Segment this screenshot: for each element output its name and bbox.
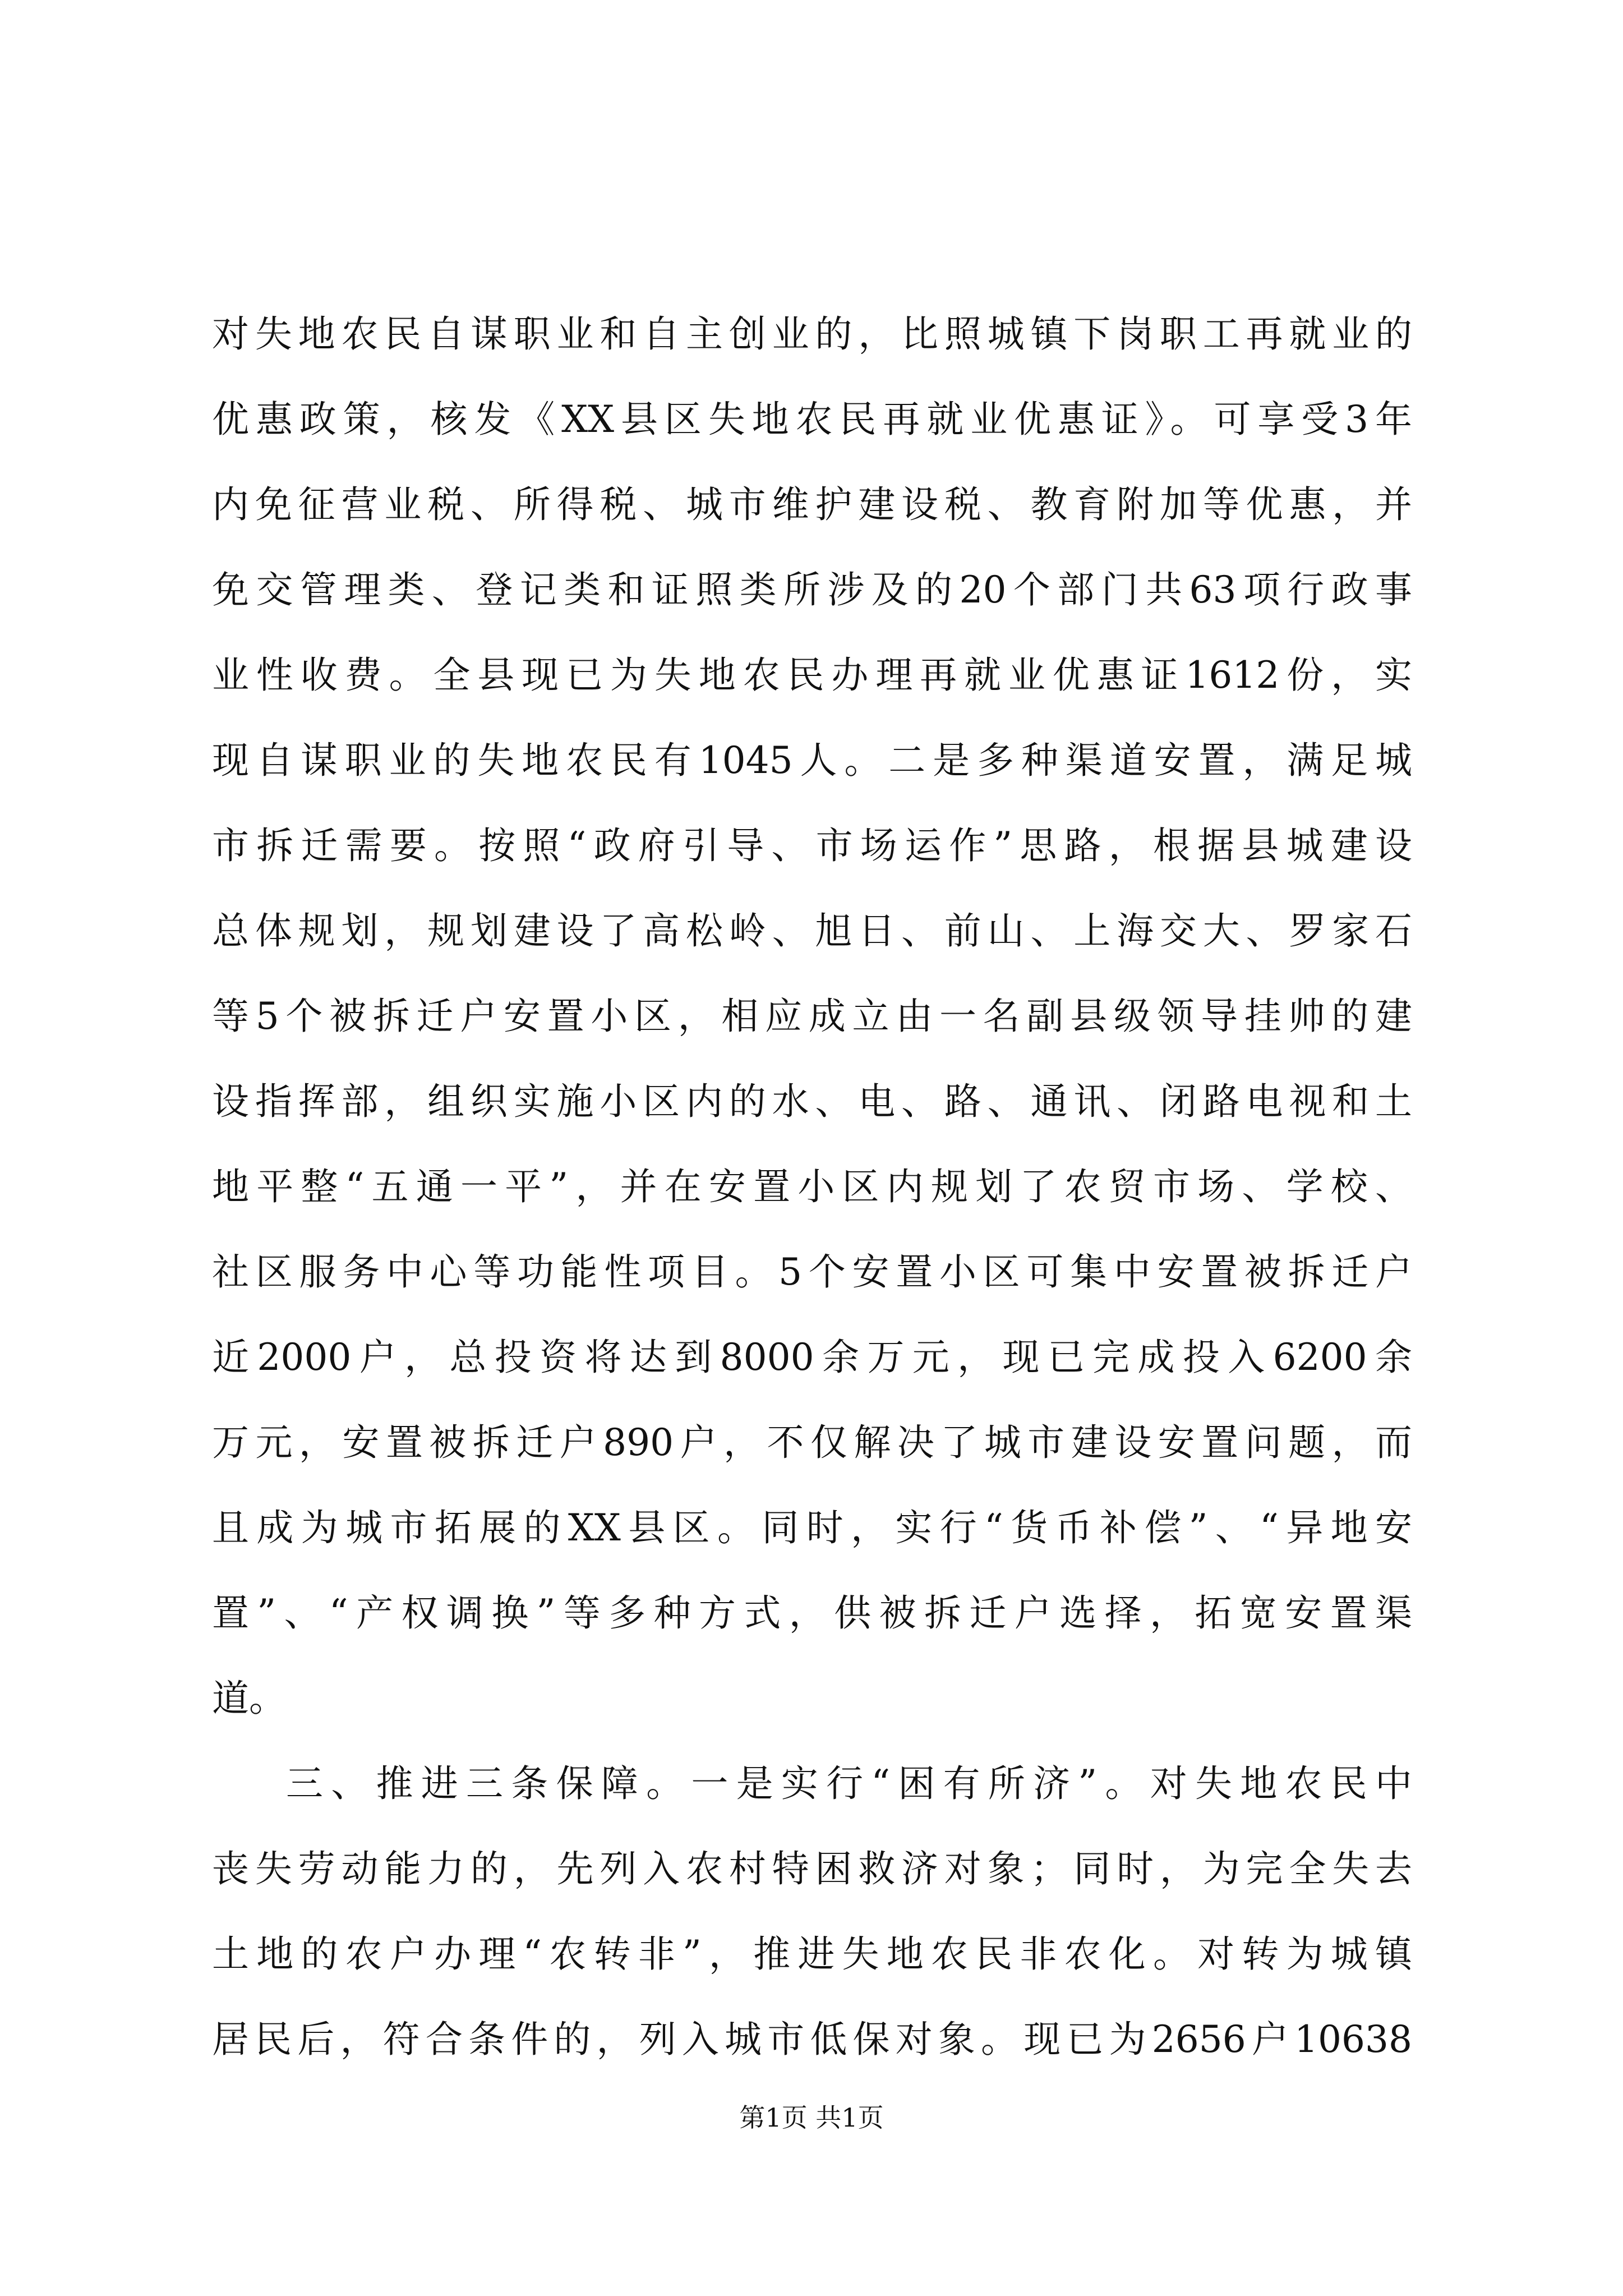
text-line: 置”、“产权调换”等多种方式，供被拆迁户选择，拓宽安置渠 bbox=[212, 1591, 1412, 1635]
text-line: 内免征营业税、所得税、城市维护建设税、教育附加等优惠，并 bbox=[212, 483, 1412, 526]
paragraph-start-line: 三、推进三条保障。一是实行“困有所济”。对失地农民中 bbox=[286, 1762, 1412, 1805]
text-line: 现自谋职业的失地农民有1045人。二是多种渠道安置，满足城 bbox=[212, 739, 1412, 782]
page-number-label: 第1页 共1页 bbox=[739, 2102, 884, 2133]
text-line: 近2000户，总投资将达到8000余万元，现已完成投入6200余 bbox=[212, 1336, 1412, 1379]
text-line: 优惠政策，核发《XX县区失地农民再就业优惠证》。可享受3年 bbox=[212, 398, 1412, 441]
text-line: 万元，安置被拆迁户890户，不仅解决了城市建设安置问题，而 bbox=[212, 1421, 1412, 1464]
text-line: 设指挥部，组织实施小区内的水、电、路、通讯、闭路电视和土 bbox=[212, 1080, 1412, 1123]
text-line: 地平整“五通一平”，并在安置小区内规划了农贸市场、学校、 bbox=[212, 1165, 1412, 1208]
text-line: 丧失劳动能力的，先列入农村特困救济对象；同时，为完全失去 bbox=[212, 1847, 1412, 1890]
text-line: 土地的农户办理“农转非”，推进失地农民非农化。对转为城镇 bbox=[212, 1932, 1412, 1976]
text-line: 业性收费。全县现已为失地农民办理再就业优惠证1612份，实 bbox=[212, 654, 1412, 697]
text-line: 等5个被拆迁户安置小区，相应成立由一名副县级领导挂帅的建 bbox=[212, 995, 1412, 1038]
text-line: 居民后，符合条件的，列入城市低保对象。现已为2656户10638 bbox=[212, 2018, 1412, 2061]
text-line: 市拆迁需要。按照“政府引导、市场运作”思路，根据县城建设 bbox=[212, 824, 1412, 867]
text-line: 免交管理类、登记类和证照类所涉及的20个部门共63项行政事 bbox=[212, 568, 1412, 611]
text-line: 对失地农民自谋职业和自主创业的，比照城镇下岗职工再就业的 bbox=[212, 312, 1412, 356]
body-text bbox=[212, 292, 1412, 2082]
text-line: 道。 bbox=[212, 1677, 286, 1720]
text-line: 总体规划，规划建设了高松岭、旭日、前山、上海交大、罗家石 bbox=[212, 909, 1412, 953]
text-line: 社区服务中心等功能性项目。5个安置小区可集中安置被拆迁户 bbox=[212, 1250, 1412, 1294]
text-line: 且成为城市拓展的XX县区。同时，实行“货币补偿”、“异地安 bbox=[212, 1506, 1412, 1549]
page-footer bbox=[0, 2101, 1623, 2134]
